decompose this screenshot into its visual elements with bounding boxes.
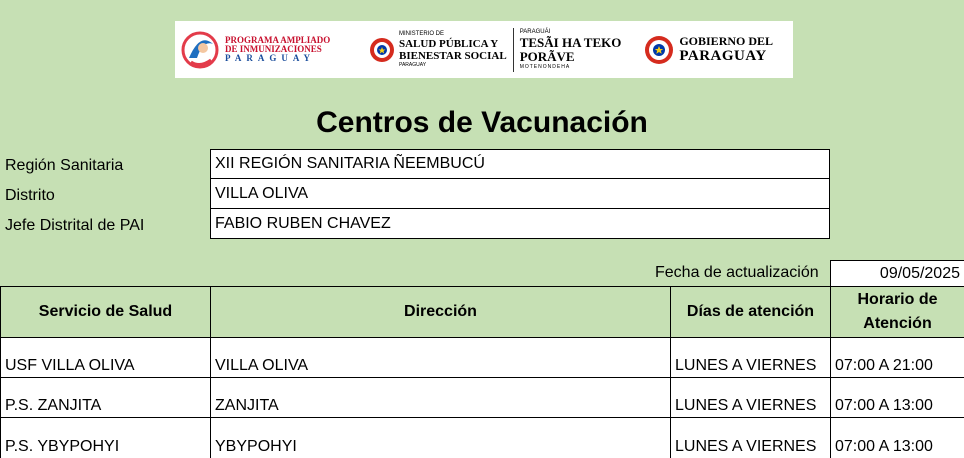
region-value: XII REGIÓN SANITARIA ÑEEMBUCÚ	[215, 155, 485, 173]
pai-logo	[181, 21, 351, 78]
logo-divider	[513, 28, 514, 72]
district-label: Distrito	[5, 187, 55, 205]
teko-top: PARAGUÁI	[520, 29, 622, 36]
header-address: Dirección	[211, 287, 671, 338]
paraguay-seal-icon	[369, 37, 395, 63]
teko-line1: TESÃI HA TEKO	[520, 36, 622, 50]
cell-service[interactable]: P.S. YBYPOHYI	[1, 418, 211, 458]
pai-line1: PROGRAMA AMPLIADO	[225, 36, 330, 45]
teko-logo	[520, 29, 622, 70]
district-value: VILLA OLIVA	[215, 185, 308, 203]
pai-line3: PARAGUAY	[225, 54, 330, 63]
gob-line1: GOBIERNO DEL	[679, 35, 773, 48]
district-value-cell[interactable]	[210, 178, 830, 209]
chief-value: FABIO RUBEN CHAVEZ	[215, 215, 391, 233]
region-label: Región Sanitaria	[5, 157, 123, 175]
paraguay-shield-icon	[643, 34, 675, 66]
table-header-row	[1, 287, 964, 338]
header-days: Días de atención	[671, 287, 831, 338]
table-row	[1, 378, 964, 418]
pai-emblem-icon	[181, 28, 219, 72]
cell-hours[interactable]: 07:00 A 13:00	[831, 378, 964, 418]
table-row	[1, 338, 964, 378]
msp-line2: BIENESTAR SOCIAL	[399, 50, 507, 62]
cell-service[interactable]: USF VILLA OLIVA	[1, 338, 211, 378]
update-date-cell[interactable]	[830, 260, 964, 287]
vaccination-centers-table	[0, 286, 964, 458]
cell-address[interactable]: YBYPOHYI	[211, 418, 671, 458]
msp-line1: SALUD PÚBLICA Y	[399, 38, 507, 50]
cell-days[interactable]: LUNES A VIERNES	[671, 378, 831, 418]
msp-logo	[369, 21, 507, 78]
region-value-cell[interactable]	[210, 149, 830, 179]
msp-ministry: MINISTERIO DE	[399, 31, 507, 38]
cell-address[interactable]: ZANJITA	[211, 378, 671, 418]
update-date-value: 09/05/2025	[880, 265, 960, 283]
table-row	[1, 418, 964, 458]
logo-banner	[175, 21, 793, 78]
cell-days[interactable]: LUNES A VIERNES	[671, 338, 831, 378]
cell-days[interactable]: LUNES A VIERNES	[671, 418, 831, 458]
chief-value-cell[interactable]	[210, 208, 830, 239]
teko-line2: PORÃVE	[520, 50, 622, 64]
pai-line2: DE INMUNIZACIONES	[225, 45, 330, 54]
cell-service[interactable]: P.S. ZANJITA	[1, 378, 211, 418]
gob-line2: PARAGUAY	[679, 48, 773, 64]
chief-label: Jefe Distrital de PAI	[5, 217, 144, 235]
cell-address[interactable]: VILLA OLIVA	[211, 338, 671, 378]
gobierno-logo	[643, 21, 773, 78]
header-service: Servicio de Salud	[1, 287, 211, 338]
cell-hours[interactable]: 07:00 A 13:00	[831, 418, 964, 458]
cell-hours[interactable]: 07:00 A 21:00	[831, 338, 964, 378]
msp-country: PARAGUAY	[399, 62, 507, 68]
update-date-label: Fecha de actualización	[655, 264, 819, 282]
header-hours: Horario de Atención	[831, 287, 964, 338]
page-title: Centros de Vacunación	[0, 106, 964, 140]
teko-bottom: MOTENONDEHA	[520, 64, 622, 70]
